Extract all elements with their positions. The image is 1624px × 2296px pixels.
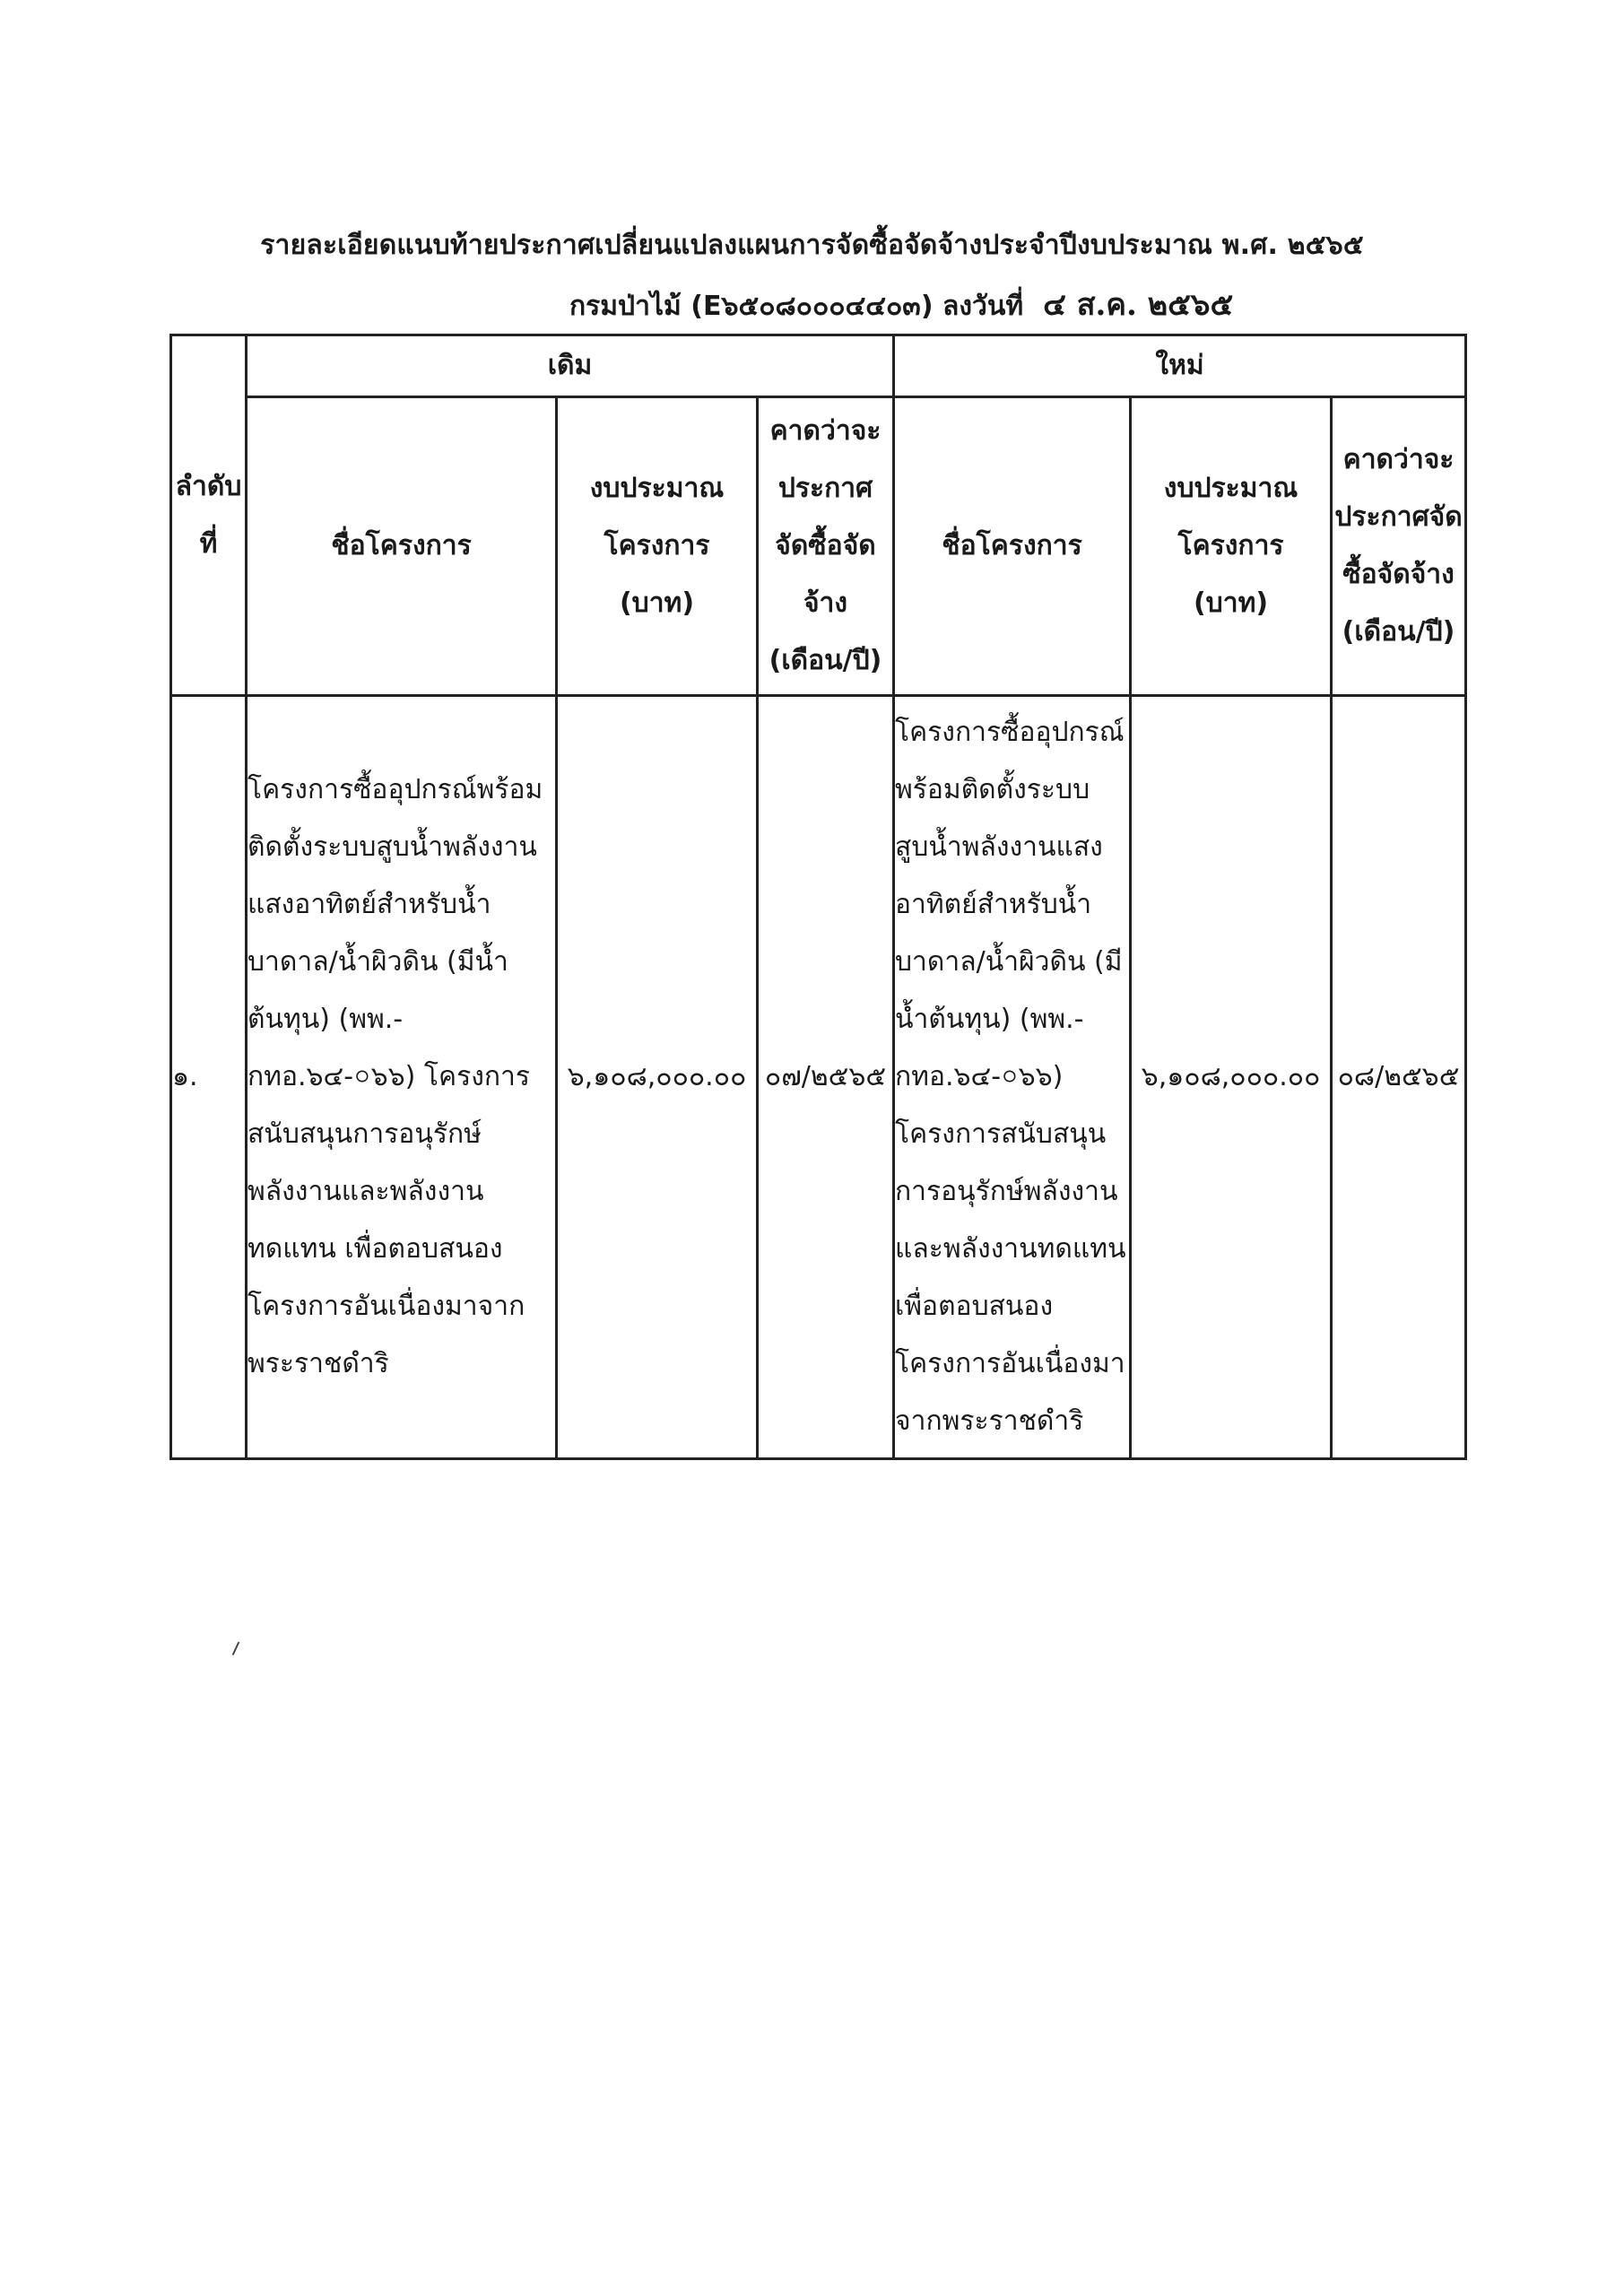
original-expected-date-header: คาดว่าจะ ประกาศ จัดซื้อจัด จ้าง (เดือน/ปี) [758,397,894,696]
row-seq: ๑. [171,696,247,1459]
handwritten-date: ๔ ส.ค. ๒๕๖๕ [1043,287,1234,323]
new-project-name: โครงการซื้ออุปกรณ์ พร้อมติดตั้งระบบ สูบน้ำพลังงานแสง อาทิตย์สำหรับน้ำ บาดาล/น้ำผิวดิน (มี น้ำต้นทุน) (พพ.- กทอ.๖๔-০๖๖) โครงการสนับสนุน การอนุรักษ์พลังงาน และพลังงานทดแทน เพื่อตอบสนอง โครงการอันเนื่องมา จากพระราชดำริ [894,696,1131,1459]
original-budget-header: งบประมาณ โครงการ (บาท) [557,397,758,696]
new-budget-header: งบประมาณ โครงการ (บาท) [1131,397,1332,696]
table-row [171,696,1466,1459]
procurement-change-table [169,334,1467,1460]
seq-header: ลำดับ ที่ [171,335,247,696]
original-budget-value: ๖,๑๐๘,๐๐๐.๐๐ [557,696,758,1459]
department-reference: กรมป่าไม้ (E๖๕๐๘๐๐๐๔๔๐๓) ลงวันที่ [569,291,1024,322]
new-expected-date-header: คาดว่าจะ ประกาศจัด ซื้อจัดจ้าง (เดือน/ปี) [1332,397,1466,696]
new-expected-date-value: ๐๘/๒๕๖๕ [1332,696,1466,1459]
group-header-original: เดิม [247,335,894,397]
new-project-name-header: ชื่อโครงการ [894,397,1131,696]
original-project-name-header: ชื่อโครงการ [247,397,557,696]
original-expected-date-value: ๐๗/๒๕๖๕ [758,696,894,1459]
original-project-name: โครงการซื้ออุปกรณ์พร้อม ติดตั้งระบบสูบน้ำพลังงาน แสงอาทิตย์สำหรับน้ำ บาดาล/น้ำผิวดิน (มีน้ำ ต้นทุน) (พพ.- กทอ.๖๔-০๖๖) โครงการ สนับสนุนการอนุรักษ์ พลังงานและพลังงาน ทดแทน เพื่อตอบสนอง โครงการอันเนื่องมาจาก พระราชดำริ [247,696,557,1459]
document-subtitle [569,280,1233,328]
group-header-new: ใหม่ [894,335,1466,397]
document-title: รายละเอียดแนบท้ายประกาศเปลี่ยนแปลงแผนการจัดซื้อจัดจ้างประจำปีงบประมาณ พ.ศ. ๒๕๖๕ [260,230,1364,261]
new-budget-value: ๖,๑๐๘,๐๐๐.๐๐ [1131,696,1332,1459]
stray-pen-mark [232,1641,240,1655]
